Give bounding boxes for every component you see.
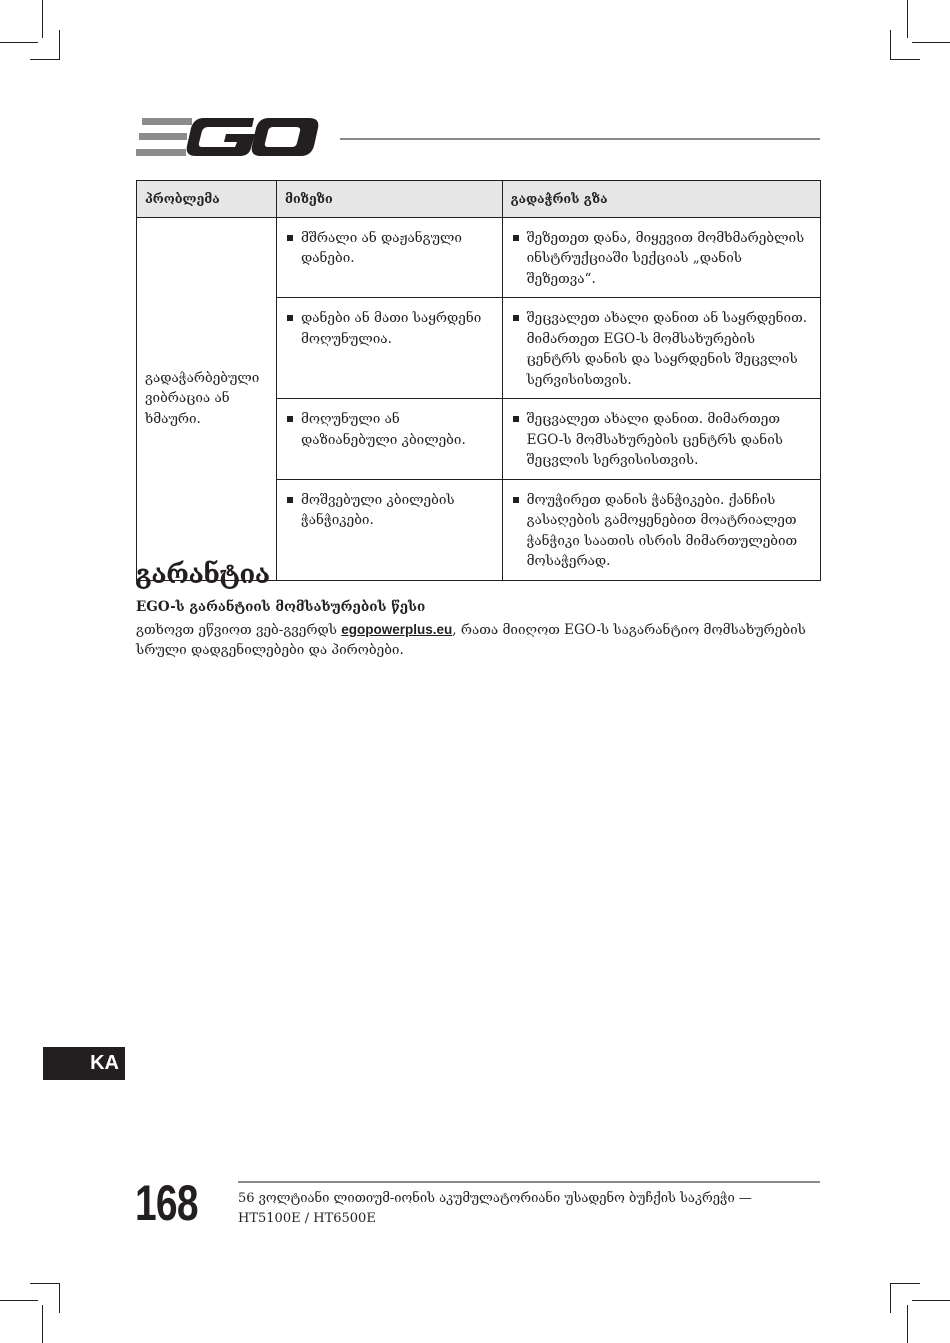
solution-text: მოუჭირეთ დანის ჭანჭიკები. ქანჩის გასაღების გამოყენებით მოატრიალეთ ჭანჭიკი საათის ისრის მიმართულებით მოსაჭერად. [526, 491, 798, 569]
footer-text [238, 1189, 818, 1229]
solution-text: შეცვალეთ ახალი დანით. მიმართეთ EGO-ს მომსახურების ცენტრს დანის შეცვლის სერვისისთვის. [526, 411, 783, 468]
crop-mark [907, 0, 908, 38]
language-tab: KA [43, 1047, 125, 1080]
crop-mark [0, 1300, 38, 1301]
warranty-subtitle: EGO-ს გარანტიის მომსახურების წესი [136, 599, 426, 615]
crop-mark [890, 59, 920, 60]
crop-mark [42, 1305, 43, 1343]
cause-cell [276, 298, 502, 399]
header-problem: პრობლემა [137, 181, 277, 218]
bullet-square-icon [513, 416, 519, 422]
table-row [137, 217, 821, 298]
solution-cell [502, 298, 820, 399]
warranty-text-before: გთხოვთ ეწვიოთ ვებ-გვერდს [136, 622, 342, 638]
bullet-square-icon [287, 315, 293, 321]
warranty-body [136, 620, 826, 660]
bullet-square-icon [287, 416, 293, 422]
crop-mark [912, 1300, 950, 1301]
crop-mark [42, 0, 43, 38]
bullet-square-icon [287, 497, 293, 503]
footer-line-1: 56 ვოლტიანი ლითიუმ-იონის აკუმულატორიანი უსადენო ბუჩქის საკრეჭი — [238, 1191, 752, 1206]
warranty-title: გარანტია [135, 560, 270, 590]
cause-cell [276, 479, 502, 580]
ego-logo [136, 116, 321, 158]
crop-mark [907, 1305, 908, 1343]
cause-text: დანები ან მათი საყრდენი მოღუნულია. [300, 310, 482, 347]
crop-mark [890, 1283, 891, 1313]
table-header-row [137, 181, 821, 218]
header-solution: გადაჭრის გზა [502, 181, 820, 218]
bullet-square-icon [287, 235, 293, 241]
crop-mark [890, 1283, 920, 1284]
solution-text: შეცვალეთ ახალი დანით ან საყრდენით. მიმართეთ EGO-ს მომსახურების ცენტრს დანის და საყრდენის შეცვლის სერვისისთვის. [526, 310, 808, 388]
solution-text: შეზეთეთ დანა, მიყევით მომხმარებლის ინსტრუქციაში სექციას „დანის შეზეთვა“. [526, 229, 805, 287]
crop-mark [890, 30, 891, 60]
cause-cell [276, 399, 502, 480]
bullet-square-icon [513, 235, 519, 241]
bullet-square-icon [513, 315, 519, 321]
cause-text: მოშვებული კბილების ჭანჭიკები. [300, 491, 455, 528]
footer-rule [238, 1181, 820, 1183]
solution-cell [502, 399, 820, 480]
solution-cell [502, 479, 820, 580]
troubleshooting-table [136, 180, 821, 581]
bullet-square-icon [513, 497, 519, 503]
header-rule [340, 138, 820, 140]
page-number: 168 [135, 1175, 198, 1231]
footer-line-2: HT5100E / HT6500E [238, 1211, 376, 1226]
warranty-text-after: , რათა მიიღოთ EGO-ს საგარანტიო მომსახურების სრული დადგენილებები და პირობები. [136, 622, 806, 658]
crop-mark [59, 1283, 60, 1313]
crop-mark [30, 1283, 60, 1284]
warranty-link[interactable]: egopowerplus.eu [341, 622, 453, 637]
crop-mark [912, 42, 950, 43]
crop-mark [0, 42, 38, 43]
cause-text: მოღუნული ან დაზიანებული კბილები. [300, 411, 466, 448]
header-cause: მიზეზი [276, 181, 502, 218]
crop-mark [30, 59, 60, 60]
solution-cell [502, 217, 820, 298]
crop-mark [59, 30, 60, 60]
problem-cell: გადაჭარბებული ვიბრაცია ან ხმაური. [137, 217, 277, 580]
cause-text: მშრალი ან დაჟანგული დანები. [300, 229, 462, 266]
cause-cell [276, 217, 502, 298]
